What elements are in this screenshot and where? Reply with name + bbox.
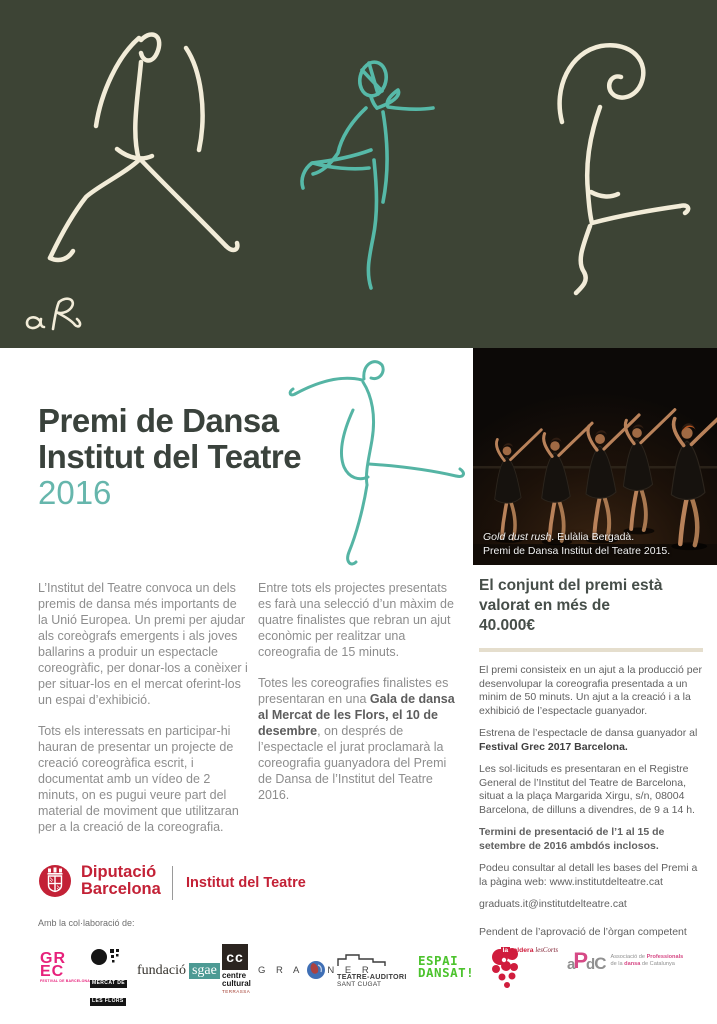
espai-line2: DANSAT! — [418, 965, 475, 980]
website-url: www.institutdelteatre.cat — [549, 875, 663, 888]
apdc-t1-pre: Associació de — [610, 954, 647, 961]
caldera-la: la — [502, 947, 509, 954]
intro-paragraph-1: L’Institut del Teatre convoca un dels premis de dansa més importants de la Unió Europea. Un premi per ajudar als coreògrafs emergents i als joves ballarins a produir un espectacle coreogràfic, per donar-los a conèixer i per situar-los en el mercat oferint-los un espai d’exhibició. — [38, 581, 248, 707]
intro-column — [38, 580, 248, 850]
artist-signature — [27, 299, 80, 329]
prize-heading: El conjunt del premi està valorat en més de 40.000€ — [479, 577, 663, 634]
caldera-name: caldera — [509, 947, 534, 954]
apdc-letter-c: C — [594, 954, 607, 973]
gala-highlight: Gala de dansa al Mercat de les Flors, el 10 de desembre — [258, 692, 455, 738]
mercat-line2: LES FLORS — [92, 998, 124, 1004]
apdc-letter-p: P — [573, 948, 589, 973]
apdc-t2-bold: dansa — [624, 961, 641, 967]
mercat-de-les-flors-logo — [90, 948, 130, 1007]
tasc-line1: TEATRE-AUDITORI — [337, 972, 407, 981]
prize-paragraph-1: El premi consisteix en un ajut a la producció per desenvolupar la coreografia presentada a un minim de 50 minuts. Un ajut a la creació i a la exhibició de l’espectacle guanyador. — [479, 664, 702, 717]
diputacio-label-line1: Diputació — [81, 863, 157, 881]
espai-line1: ESPAI — [418, 953, 459, 968]
dancer-sketch-left-icon — [50, 34, 237, 260]
tasc-line2: SANT CUGAT — [337, 981, 382, 988]
intro-paragraph-2: Tots els interessats en participar-hi hauran de presentar un projecte de creació coreogràfica escrit, i documentat amb un vídeo de 2 minuts, on es pugui veure part del material de moviment que utilitzaran per a la creació de la coreografia. — [38, 724, 239, 834]
apdc-t2-post: de Catalunya — [640, 961, 675, 967]
prize-paragraph-2 — [479, 727, 703, 754]
apdc-letter-d: d — [586, 956, 596, 973]
caldera-district: lesCorts — [535, 947, 559, 954]
prize-column — [479, 576, 703, 948]
dancer-sketch-right-icon — [560, 45, 689, 293]
photo-caption-work-title: Gold dust rush — [483, 531, 552, 543]
selection-paragraph-1: Entre tots els projectes presentats es farà una selecció d’un màxim de quatre finalistes que rebran un ajut econòmic per realitzar una coreografia de 15 minuts. — [258, 581, 454, 659]
selection-column — [258, 580, 460, 818]
hero-section — [0, 0, 717, 348]
diputacio-label-line2: Barcelona — [81, 880, 161, 898]
grec-line1: GR — [40, 950, 66, 967]
prize-paragraph-3: Les sol·licituds es presentaran en el Registre General de l’Institut del Teatre de Barcelona, situat a la plaça Margarida Xirgu, s/n, 08004 Barcelona, de dilluns a divendres, de 9 a 14 h. — [479, 763, 695, 816]
fundacio-sgae-logo — [137, 963, 220, 979]
building-outline-icon — [337, 953, 399, 967]
sgae-box: sgae — [189, 963, 220, 979]
selection-paragraph-2 — [258, 675, 460, 803]
espai-dansat-logo — [418, 955, 474, 979]
dancer-sketch-teal-icon — [283, 352, 478, 570]
dancer-sketch-middle-icon — [302, 60, 433, 288]
cc-line2: cultural — [222, 979, 251, 988]
cc-line1: centre — [222, 971, 247, 980]
photo-caption-author: . Eulàlia Bergadà. — [551, 531, 635, 543]
selection-p2-post: , on després de l’espectacle el jurat proclamarà la coreografia guanyadora del Premi de Dansa de l’Institut del Teatre 2016. — [258, 724, 447, 802]
la-caldera-logo — [488, 945, 578, 998]
prize-paragraph-5 — [479, 862, 703, 889]
festival-grec-highlight: Festival Grec 2017 Barcelona. — [479, 740, 628, 753]
photo-caption — [483, 531, 670, 558]
poster-title-line2: Institut del Teatre — [38, 438, 302, 475]
graner-letters-left: G R A — [258, 964, 304, 976]
photo-caption-line2: Premi de Dansa Institut del Teatre 2015. — [483, 544, 671, 557]
title-block — [38, 403, 301, 511]
prize-p5-pre: Podeu consultar al detall les bases del Premi a la pàgina web: — [479, 862, 698, 888]
apdc-mark — [567, 950, 606, 972]
grec-subtitle: FESTIVAL DE BARCELONA — [40, 979, 90, 983]
selection-p2-pre: Totes les coreografies finalistes es presentaran en una — [258, 676, 449, 706]
poster-title-line1: Premi de Dansa — [38, 402, 279, 439]
grec-line2: EC — [40, 963, 65, 980]
dancer-sketches-illustration — [0, 0, 717, 348]
deadline-highlight: Termini de presentació de l’1 al 15 de setembre de 2016 ambdós inclosos. — [479, 826, 665, 852]
cc-city: TERRASSA — [222, 989, 251, 994]
diputacio-barcelona-logo — [38, 862, 161, 900]
contact-email: graduats.it@institutdelteatre.cat — [479, 898, 627, 910]
apdc-logo — [567, 950, 683, 972]
grec-festival-logo — [40, 952, 90, 984]
mercat-flower-icon — [90, 948, 124, 966]
collaboration-label: Amb la col·laboració de: — [38, 918, 135, 928]
centre-cultural-logo — [222, 944, 262, 994]
globe-icon — [306, 960, 326, 980]
apdc-t1-bold: Professionals — [646, 954, 684, 961]
prize-p2-pre: Estrena de l’espectacle de dansa guanyador al — [479, 727, 698, 739]
diputacio-emblem-icon — [38, 862, 72, 900]
logo-separator — [172, 866, 173, 900]
approval-disclaimer: Pendent de l’aprovació de l’òrgan competent — [479, 925, 687, 938]
graner-letters-right: N E R — [327, 964, 373, 976]
apdc-t2-pre: de la — [610, 961, 625, 967]
sgae-pre: fundació — [137, 963, 186, 978]
cc-square: cc — [222, 944, 248, 970]
collaborator-logos-row — [0, 940, 717, 1020]
dance-photo — [473, 348, 717, 565]
mercat-line1: MERCAT DE — [92, 980, 125, 986]
poster-year: 2016 — [38, 474, 112, 511]
apdc-letter-a: a — [567, 956, 576, 973]
teatre-auditori-sant-cugat-logo — [337, 953, 407, 988]
institut-del-teatre-logo: Institut del Teatre — [186, 875, 306, 891]
tan-divider — [479, 648, 703, 652]
